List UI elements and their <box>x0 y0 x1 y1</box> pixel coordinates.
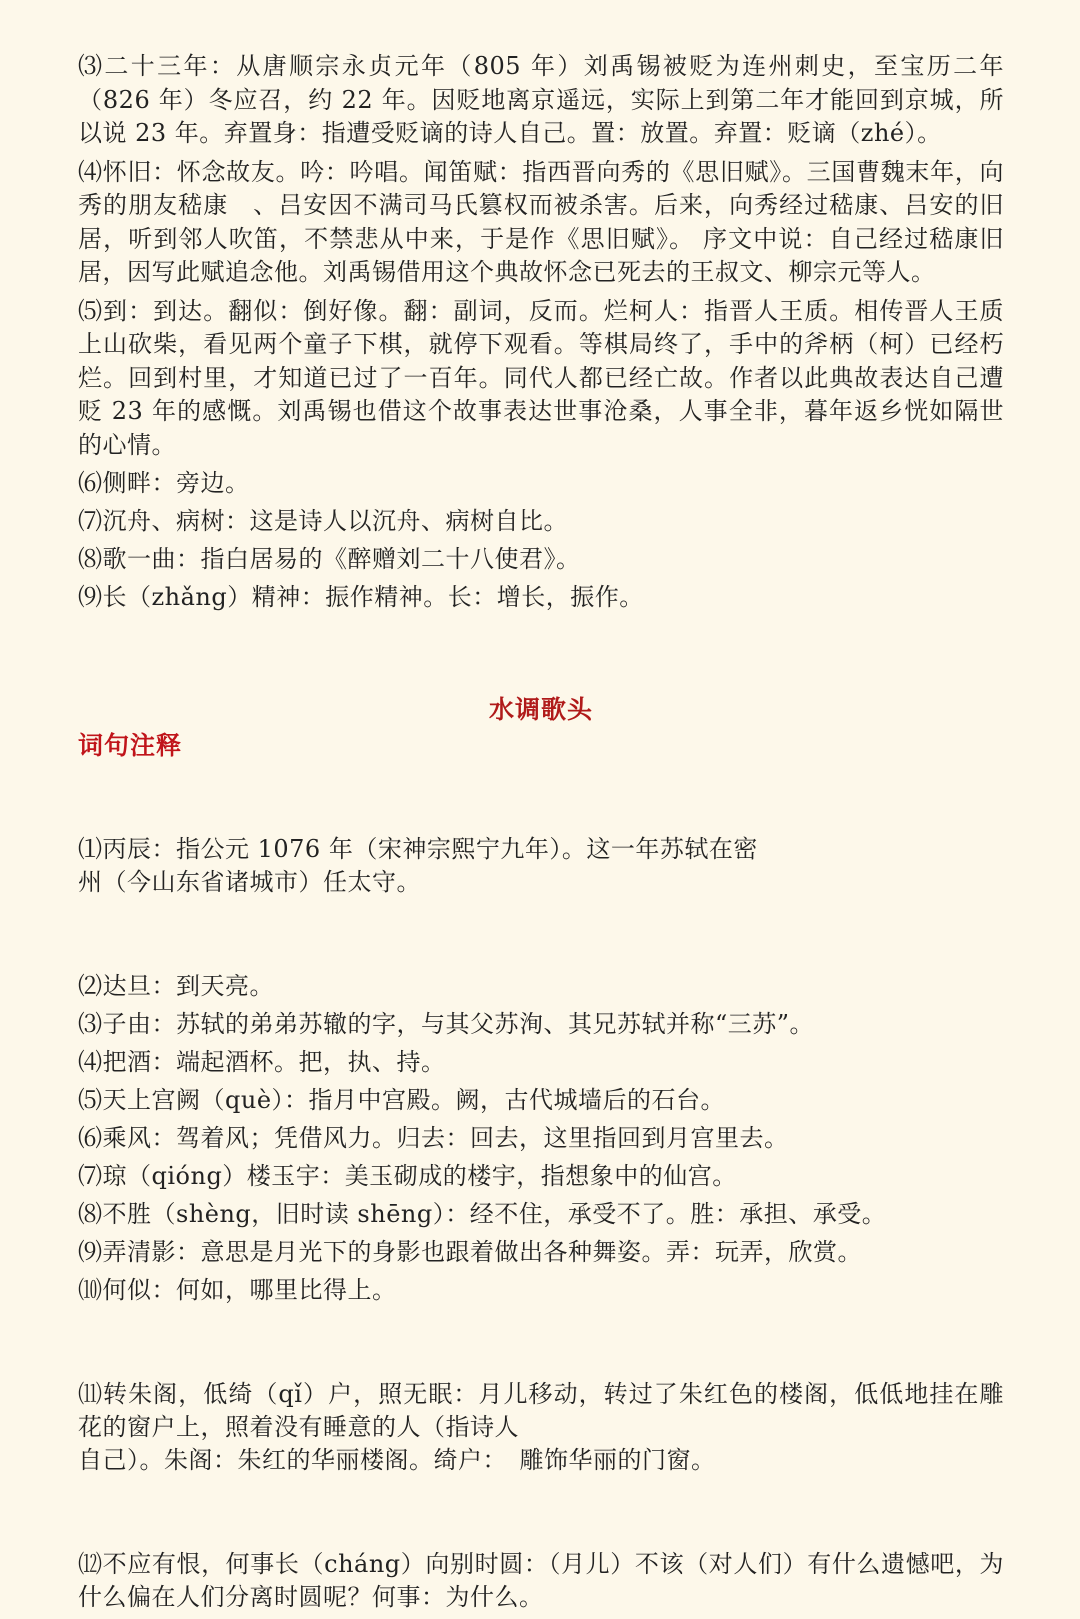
annotation-12: ⑿不应有恨，何事长（cháng）向别时圆：（月儿）不该（对人们）有什么遗憾吧，为什么偏在人们分离时圆呢？何事：为什么。 <box>78 1550 1004 1611</box>
annotation-5: ⑸天上宫阙（què）：指月中宫殿。阙，古代城墙后的石台。 <box>78 1086 726 1114</box>
note-9: ⑼长（zhǎng）精神：振作精神。长：增长，振作。 <box>78 583 644 611</box>
annotation-8: ⑻不胜（shèng，旧时读 shēng）：经不住，承受不了。胜：承担、承受。 <box>78 1200 887 1228</box>
annotation-1 <box>78 767 1004 965</box>
annotations-heading: 词句注释 <box>78 731 183 760</box>
annotation-11-part-1: ⑾转朱阁，低绮（qǐ）户，照无眠：月儿移动，转过了朱红色的楼阁，低低地挂在雕花的窗户上，照着没有睡意的人（指诗人 <box>78 1380 1004 1441</box>
note-5: ⑸到：到达。翻似：倒好像。翻：副词，反而。烂柯人：指晋人王质。相传晋人王质上山砍柴，看见两个童子下棋，就停下观看。等棋局终了，手中的斧柄（柯）已经朽烂。回到村里，才知道已过了一百年。同代人都已经亡故。作者以此典故表达自己遭贬 23 年的感慨。刘禹锡也借这个故事表达世事沧桑，人事全非，暮年返乡恍如隔世的心情。 <box>78 296 1004 459</box>
poem-title: 水调歌头 <box>488 695 593 724</box>
notes-section-previous <box>78 50 1004 614</box>
annotation-11-part-2: 自己）。朱阁：朱红的华丽楼阁。绮户： 雕饰华丽的门窗。 <box>78 1446 716 1474</box>
note-7: ⑺沉舟、病树：这是诗人以沉舟、病树自比。 <box>78 507 568 535</box>
note-6: ⑹侧畔：旁边。 <box>78 469 250 497</box>
annotation-7: ⑺琼（qióng）楼玉宇：美玉砌成的楼宇，指想象中的仙宫。 <box>78 1162 737 1190</box>
annotation-4: ⑷把酒：端起酒杯。把，执、持。 <box>78 1048 446 1076</box>
annotation-11 <box>78 1312 1004 1543</box>
annotation-10: ⑽何似：何如，哪里比得上。 <box>78 1276 397 1304</box>
annotation-1-line-2: 州（今山东省诸城市）任太守。 <box>78 868 421 896</box>
annotation-9: ⑼弄清影：意思是月光下的身影也跟着做出各种舞姿。弄：玩弄，欣赏。 <box>78 1238 862 1266</box>
note-8: ⑻歌一曲：指白居易的《醉赠刘二十八使君》。 <box>78 545 581 573</box>
note-3: ⑶二十三年：从唐顺宗永贞元年（805 年）刘禹锡被贬为连州刺史，至宝历二年（826 年）冬应召，约 22 年。因贬地离京遥远，实际上到第二年才能回到京城，所以说 23 年。弃置身：指遭受贬谪的诗人自己。置：放置。弃置：贬谪（zhé）。 <box>78 52 1004 147</box>
section-spacer <box>78 619 1004 693</box>
annotation-3: ⑶子由：苏轼的弟弟苏辙的字，与其父苏洵、其兄苏轼并称“三苏”。 <box>78 1010 815 1038</box>
note-4: ⑷怀旧：怀念故友。吟：吟唱。闻笛赋：指西晋向秀的《思旧赋》。三国曹魏末年，向秀的朋友嵇康 、吕安因不满司马氏篡权而被杀害。后来，向秀经过嵇康、吕安的旧居，听到邻人吹笛，不禁悲从中来，于是作《思旧赋》。 序文中说：自己经过嵇康旧居，因写此赋追念他。刘禹锡借用这个典故怀念已死去的王叔文、柳宗元等人。 <box>78 157 1004 286</box>
document-page <box>78 50 1004 1619</box>
annotation-1-line-1: ⑴丙辰：指公元 1076 年（宋神宗熙宁九年）。这一年苏轼在密 <box>78 835 758 863</box>
notes-section-shuidiao <box>78 767 1004 1614</box>
annotation-2: ⑵达旦：到天亮。 <box>78 972 274 1000</box>
annotation-6: ⑹乘风：驾着风；凭借风力。归去：回去，这里指回到月宫里去。 <box>78 1124 789 1152</box>
